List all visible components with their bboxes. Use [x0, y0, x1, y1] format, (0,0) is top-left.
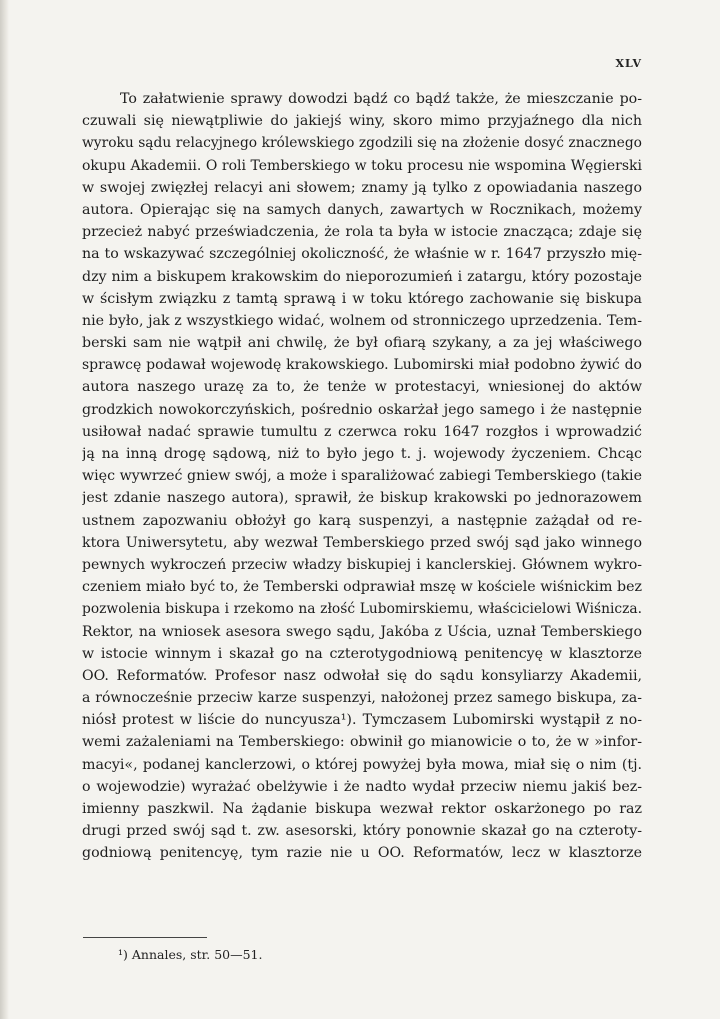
- text-line: więc wywrzeć gniew swój, a może i sparaliżować zabiegi Temberskiego (takie: [82, 468, 642, 485]
- text-line: autora. Opierając się na samych danych, zawartych w Rocznikach, możemy: [82, 201, 642, 218]
- footnote-text: Annales, str. 50—51.: [131, 947, 263, 962]
- text-line: wyroku sądu relacyjnego królewskiego zgodzili się na złożenie dosyć znacznego: [82, 135, 642, 152]
- text-line: berski sam nie wątpił ani chwilę, że był ofiarą szykany, a za jej właściwego: [82, 335, 642, 352]
- text-line: imienny paszkwil. Na żądanie biskupa wezwał rektor oskarżonego po raz: [82, 801, 642, 817]
- text-line: niósł protest w liście do nuncyusza¹). Tymczasem Lubomirski wystąpił z no-: [82, 712, 642, 729]
- text-line: w ścisłym związku z tamtą sprawą i w toku którego zachowanie się biskupa: [82, 290, 642, 307]
- text-line: ktora Uniwersytetu, aby wezwał Temberskiego przed swój sąd jako winnego: [82, 534, 642, 551]
- footnote-marker: ¹): [118, 947, 128, 962]
- text-line: drugi przed swój sąd t. zw. asesorski, który ponownie skazał go na czteroty-: [82, 823, 642, 840]
- text-line: w swojej zwięzłej relacyi ani słowem; znamy ją tylko z opowiadania naszego: [82, 179, 642, 196]
- footnote-rule: [83, 937, 207, 938]
- text-line: pozwolenia biskupa i rzekomo na złość Lubomirskiemu, właścicielowi Wiśnicza.: [82, 601, 642, 618]
- text-line: okupu Akademii. O roli Temberskiego w toku procesu nie wspomina Węgierski: [82, 157, 642, 174]
- text-line: na to wskazywać szczególniej okoliczność, że właśnie w r. 1647 przyszło mię-: [82, 246, 642, 263]
- text-line: macyi«, podanej kanclerzowi, o której powyżej była mowa, miał się o nim (tj.: [82, 756, 642, 773]
- text-line: ją na inną drogę sądową, niż to było jego t. j. wojewody życzeniem. Chcąc: [82, 446, 642, 462]
- text-line: czuwali się niewątpliwie do jakiejś winy, skoro mimo przyjaźnego dla nich: [82, 113, 642, 130]
- text-line: przecież nabyć przeświadczenia, że rola ta była w istocie znacząca; zdaje się: [82, 224, 642, 241]
- text-line: jest zdanie naszego autora), sprawił, że biskup krakowski po jednorazowem: [82, 490, 642, 507]
- body-text: [82, 88, 642, 865]
- text-line: pewnych wykroczeń przeciw władzy biskupiej i kanclerskiej. Głównem wykro-: [82, 556, 642, 573]
- footnote: [118, 946, 262, 964]
- text-line: To załatwienie sprawy dowodzi bądź co bądź także, że mieszczanie po-: [120, 91, 642, 107]
- text-line: Rektor, na wniosek asesora swego sądu, Jakóba z Uścia, uznał Temberskiego: [82, 623, 642, 640]
- text-line: a równocześnie przeciw karze suspenzyi, nałożonej przez samego biskupa, za-: [82, 690, 642, 707]
- text-line: czeniem miało być to, że Temberski odprawiał mszę w kościele wiśnickim bez: [82, 579, 642, 596]
- text-line: OO. Reformatów. Profesor nasz odwołał się do sądu konsyliarzy Akademii,: [82, 667, 642, 684]
- text-line: usiłował nadać sprawie tumultu z czerwca roku 1647 rozgłos i wprowadzić: [82, 423, 642, 440]
- text-line: autora naszego urazę za to, że tenże w protestacyi, wniesionej do aktów: [82, 379, 642, 396]
- text-line: o wojewodzie) wyrażać obelżywie i że nadto wydał przeciw niemu jakiś bez-: [82, 778, 642, 795]
- text-line: sprawcę podawał wojewodę krakowskiego. Lubomirski miał podobno żywić do: [82, 357, 642, 374]
- text-line: grodzkich nowokorczyńskich, pośrednio oskarżał jego samego i że następnie: [82, 401, 642, 418]
- binding-edge: [0, 0, 9, 1019]
- text-line: wemi zażaleniami na Temberskiego: obwinił go mianowicie o to, że w »infor-: [82, 734, 642, 751]
- text-line: dzy nim a biskupem krakowskim do nieporozumień i zatargu, który pozostaje: [82, 268, 642, 285]
- text-line: w istocie winnym i skazał go na czterotygodniową penitencyę w klasztorze: [82, 645, 642, 662]
- text-line: nie było, jak z wszystkiego widać, wolnem od stronniczego uprzedzenia. Tem-: [82, 312, 642, 329]
- page-number: XLV: [615, 57, 642, 70]
- text-line: godniową penitencyę, tym razie nie u OO. Reformatów, lecz w klasztorze: [82, 845, 642, 862]
- text-line: ustnem zapozwaniu obłożył go karą suspenzyi, a następnie zażądał od re-: [82, 512, 642, 529]
